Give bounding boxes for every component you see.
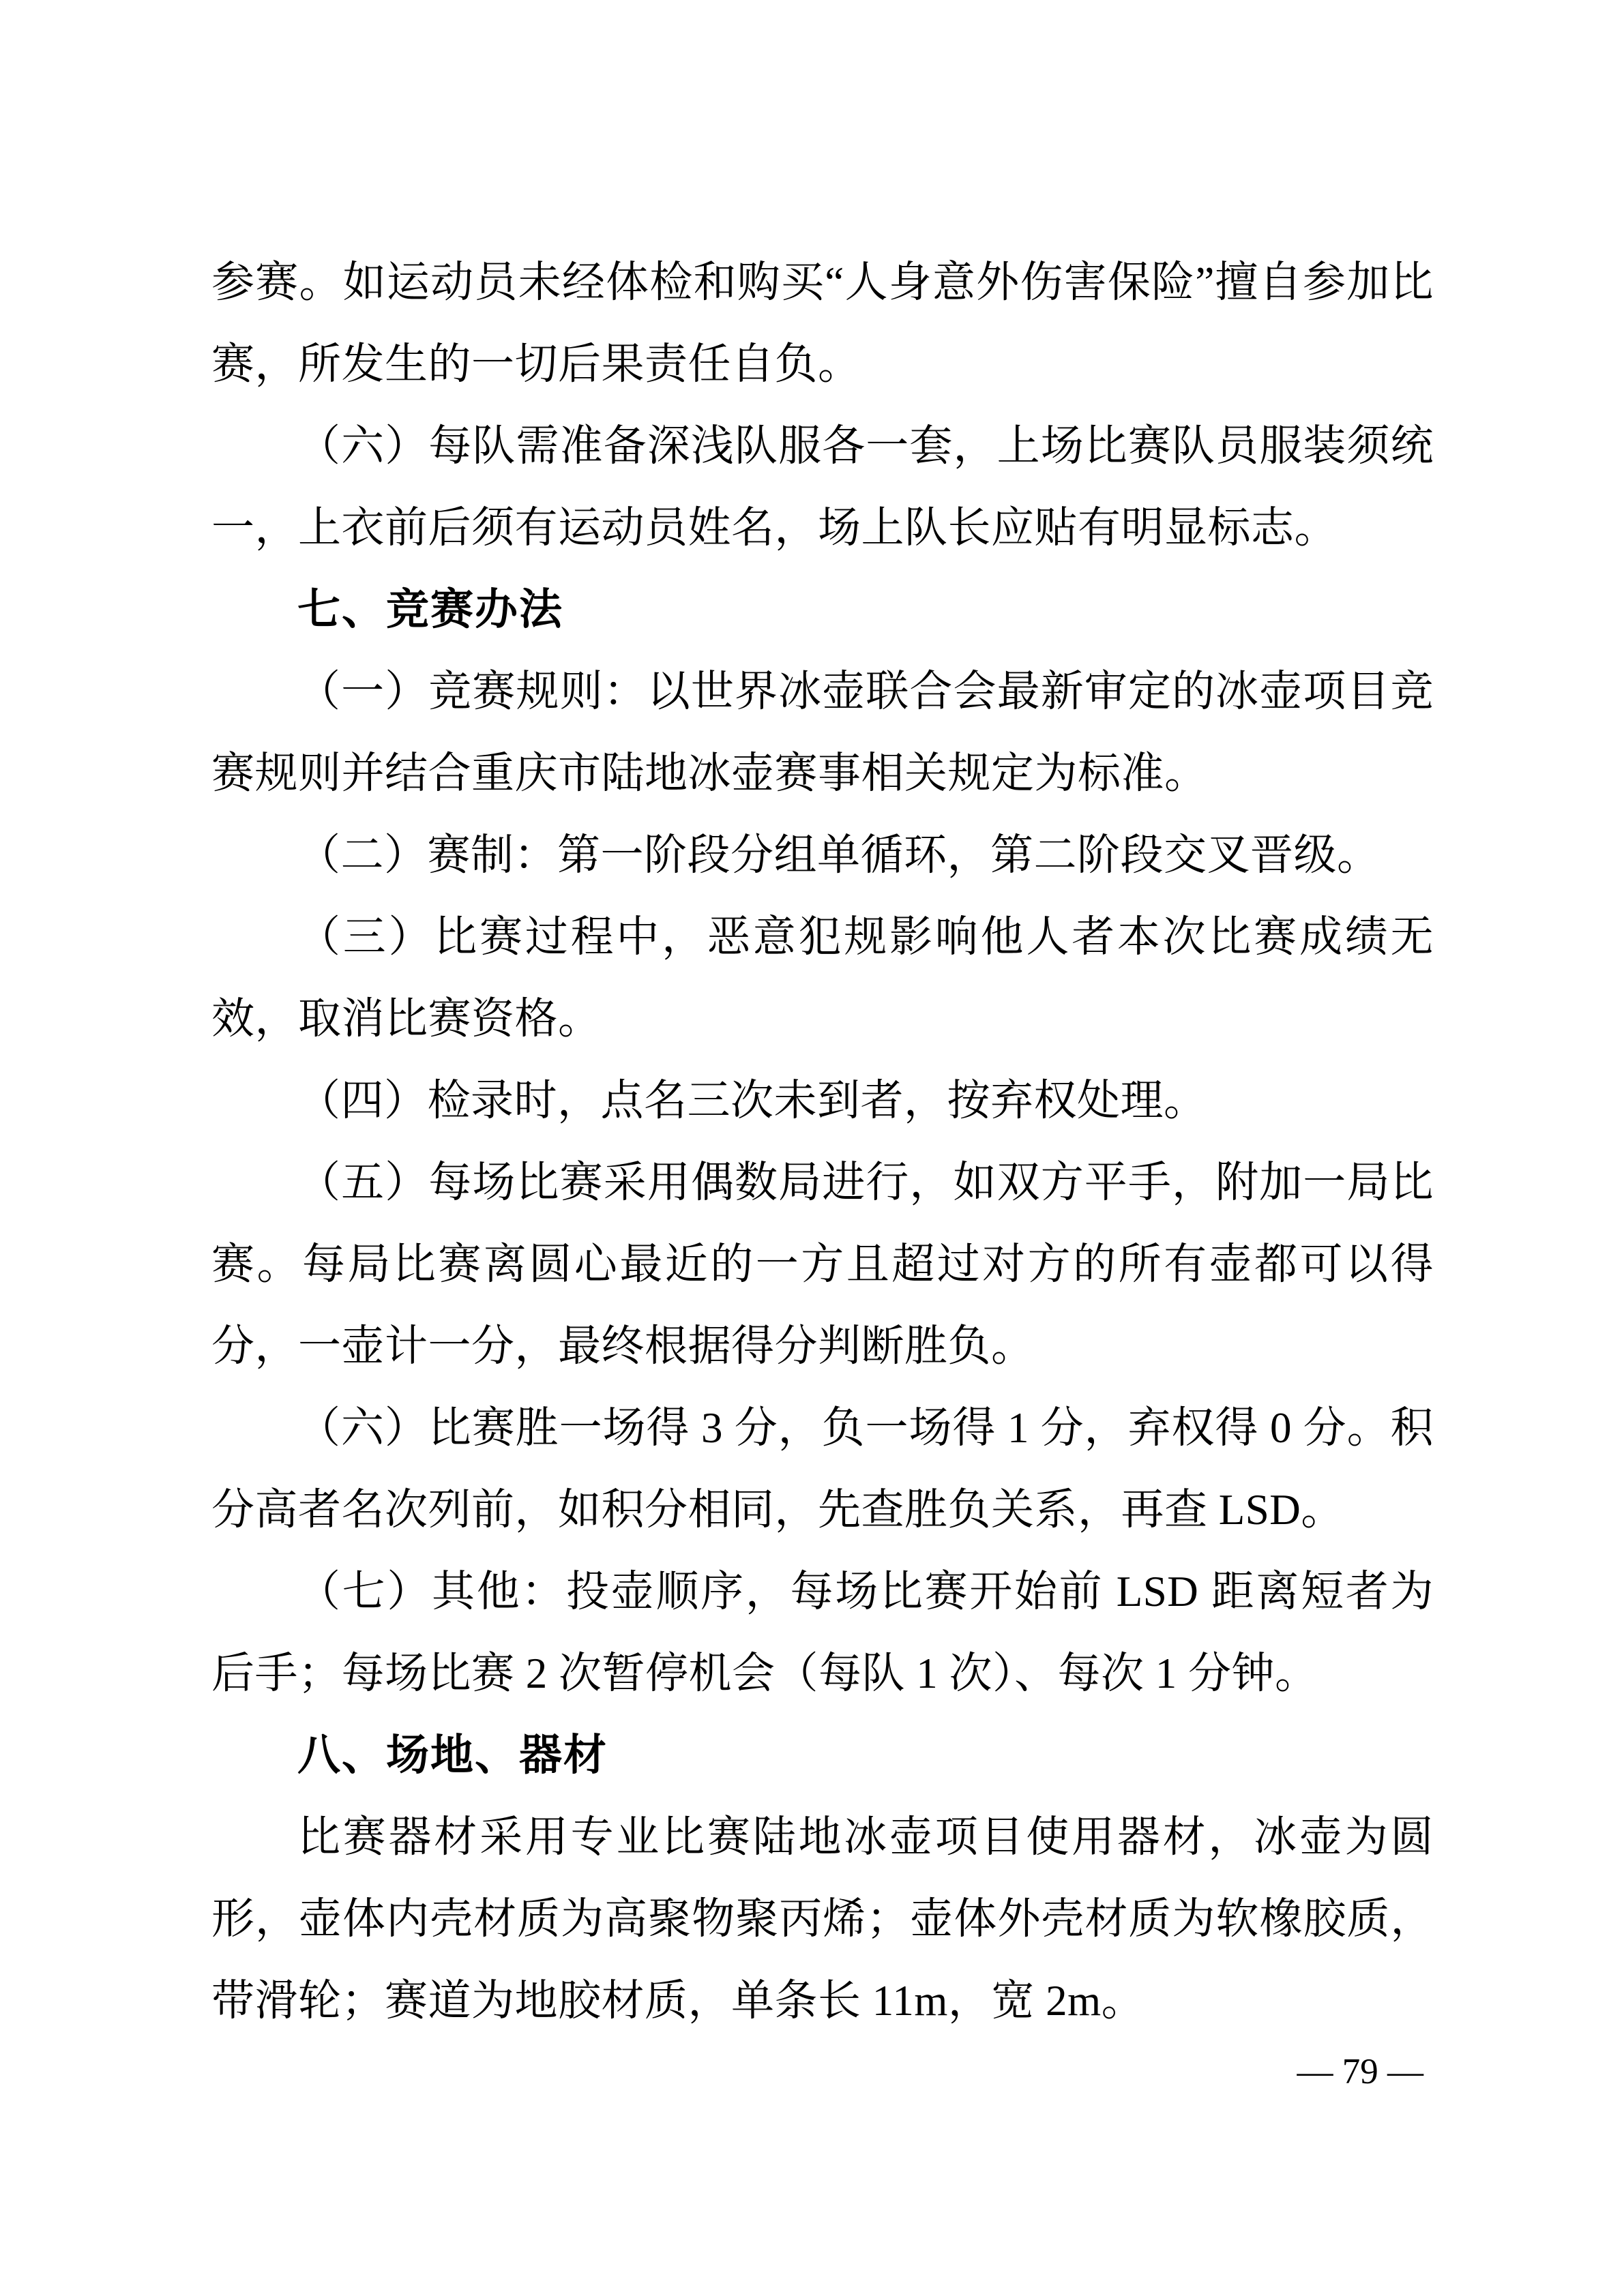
page-number: — 79 —	[1297, 2052, 1423, 2091]
para-continuation: 参赛。如运动员未经体检和购买“人身意外伤害保险”擅自参加比赛，所发生的一切后果责任自负。	[211, 258, 1434, 388]
heading-section-8-venue-equipment: 八、场地、器材	[297, 1731, 608, 1779]
para-rule-3-fouls: （三）比赛过程中，恶意犯规影响他人者本次比赛成绩无效，取消比赛资格。	[211, 913, 1434, 1043]
para-clause-6-uniform: （六）每队需准备深浅队服各一套，上场比赛队员服装须统一，上衣前后须有运动员姓名，场上队长应贴有明显标志。	[211, 422, 1434, 552]
para-rule-6-points: （六）比赛胜一场得 3 分，负一场得 1 分，弃权得 0 分。积分高者名次列前，如积分相同，先查胜负关系，再查 LSD。	[211, 1404, 1434, 1534]
para-rule-2-format: （二）赛制：第一阶段分组单循环，第二阶段交叉晋级。	[297, 831, 1381, 879]
para-rule-1-rules: （一）竞赛规则：以世界冰壶联合会最新审定的冰壶项目竞赛规则并结合重庆市陆地冰壶赛事相关规定为标准。	[211, 668, 1434, 797]
para-rule-7-other: （七）其他：投壶顺序，每场比赛开始前 LSD 距离短者为后手；每场比赛 2 次暂停机会（每队 1 次）、每次 1 分钟。	[211, 1568, 1434, 1697]
para-rule-5-ends-scoring: （五）每场比赛采用偶数局进行，如双方平手，附加一局比赛。每局比赛离圆心最近的一方且超过对方的所有壶都可以得分，一壶计一分，最终根据得分判断胜负。	[211, 1159, 1434, 1370]
heading-section-7-competition-method: 七、竞赛办法	[297, 586, 563, 633]
para-rule-4-rollcall: （四）检录时，点名三次未到者，按弃权处理。	[297, 1077, 1207, 1124]
para-venue-equipment: 比赛器材采用专业比赛陆地冰壶项目使用器材，冰壶为圆形，壶体内壳材质为高聚物聚丙烯；壶体外壳材质为软橡胶质，带滑轮；赛道为地胶材质，单条长 11m，宽 2m。	[211, 1813, 1434, 2025]
document-body	[211, 241, 1434, 2042]
